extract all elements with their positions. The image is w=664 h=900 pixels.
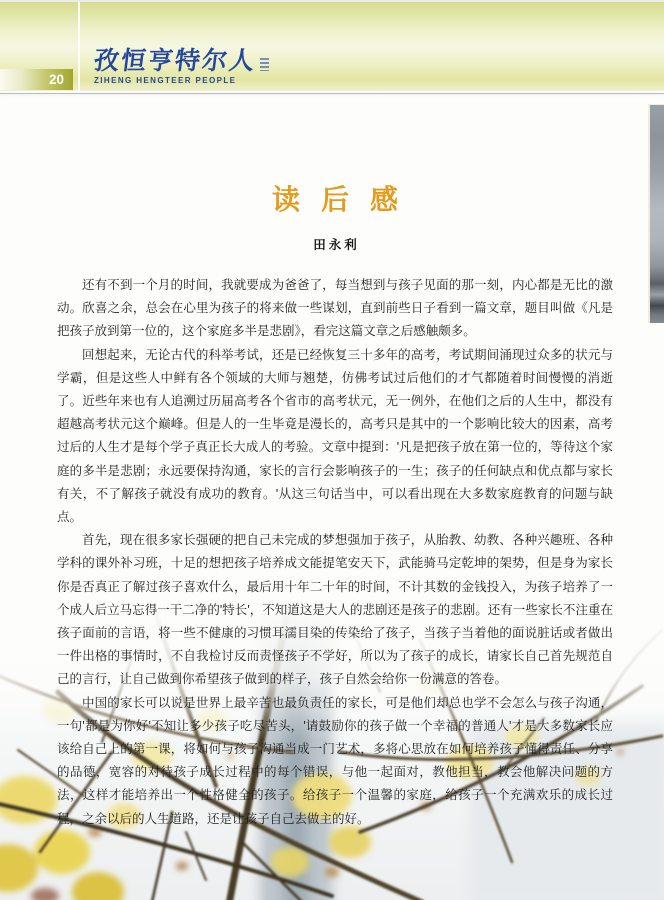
- paragraph-4: 中国的家长可以说是世界上最辛苦也最负责任的家长，可是他们却总也学不会怎么与孩子沟通，一句'都是为你好'不知让多少孩子吃尽苦头，'请鼓励你的孩子做一个幸福的普通人'才是大多数家长应该给自己上的第一课，将如何与孩子沟通当成一门艺术，多将心思放在如何培养孩子懂得责任、分享的品德，宽容的对待孩子成长过程中的每个错误，与他一起面对，教他担当，教会他解决问题的方法，这样才能培养出一个性格健全的孩子。给孩子一个温馨的家庭，给孩子一个充满欢乐的成长过程，之余以后的人生道路，还是让孩子自己去做主的好。: [57, 695, 613, 826]
- article-title: 读后感: [271, 183, 419, 216]
- paragraph-1: 还有不到一个月的时间，我就要成为爸爸了，每当想到与孩子见面的那一刻，内心都是无比的激动。欣喜之余，总会在心里为孩子的将来做一些谋划，直到前些日子看到一篇文章，题目叫做《凡是把孩子放到第一位的，这个家庭多半是悲剧》，看完这篇文章之后感触颇多。: [57, 278, 613, 339]
- header-band: [0, 0, 664, 91]
- paragraph-3: 首先，现在很多家长强硬的把自己未完成的梦想强加于孩子，从胎教、幼教、各种兴趣班、各种学科的课外补习班，十足的想把孩子培养成文能提笔安天下，武能骑马定乾坤的架势，但是身为家长你是否真正了解过孩子喜欢什么，最后用十年二十年的时间，不计其数的金钱投入，为孩子培养了一个成人后立马忘得一干二净的'特长'，不知道这是大人的悲剧还是孩子的悲剧。还有一些家长不注重在孩子面前的言语，将一些不健康的习惯耳濡目染的传染给了孩子，当孩子当着他的面说脏话或者做出一件出格的事情时，不自我检讨反而责怪孩子不学好，所以为了孩子的成长，请家长自己首先规范自己的言行，让自己做到你希望孩子做到的样子，孩子自然会给你一份满意的答卷。: [57, 533, 613, 687]
- logo-chinese-calligraphy: 孜恒亨特尔人: [92, 46, 258, 75]
- header-divider-line: [78, 0, 80, 91]
- article-body: [57, 274, 613, 831]
- paragraph-2: 回想起来，无论古代的科举考试，还是已经恢复三十多年的高考，考试期间涌现过众多的状元与学霸，但是这些人中鲜有各个领域的大师与翘楚，仿佛考试过后他们的才气都随着时间慢慢的消逝了。近些年来也有人追溯过历届高考各个省市的高考状元，无一例外，在他们之后的人生中，都没有超越高考状元这个巅峰。但是人的一生毕竟是漫长的，高考只是其中的一个影响比较大的因素，高考过后的人生才是每个学子真正长大成人的考验。文章中提到：'凡是把孩子放在第一位的，等待这个家庭的多半是悲剧；永远要保持沟通，家长的言行会影响孩子的一生；孩子的任何缺点和优点都与家长有关，不了解孩子就没有成功的教育。'从这三句话当中，可以看出现在大多数家庭教育的问题与缺点。: [57, 347, 613, 525]
- header-rule-line: [0, 93, 664, 94]
- logo-english-caption: ZIHENG HENGTEER PEOPLE: [94, 76, 237, 85]
- article-author: 田永利: [313, 238, 360, 252]
- magazine-logo: [94, 48, 269, 85]
- right-edge-photo-strip: [648, 104, 664, 323]
- page-number: 20: [0, 69, 73, 90]
- page-top-edge: [0, 0, 664, 2]
- article: [57, 172, 613, 831]
- logo-seal-mark: [260, 58, 269, 71]
